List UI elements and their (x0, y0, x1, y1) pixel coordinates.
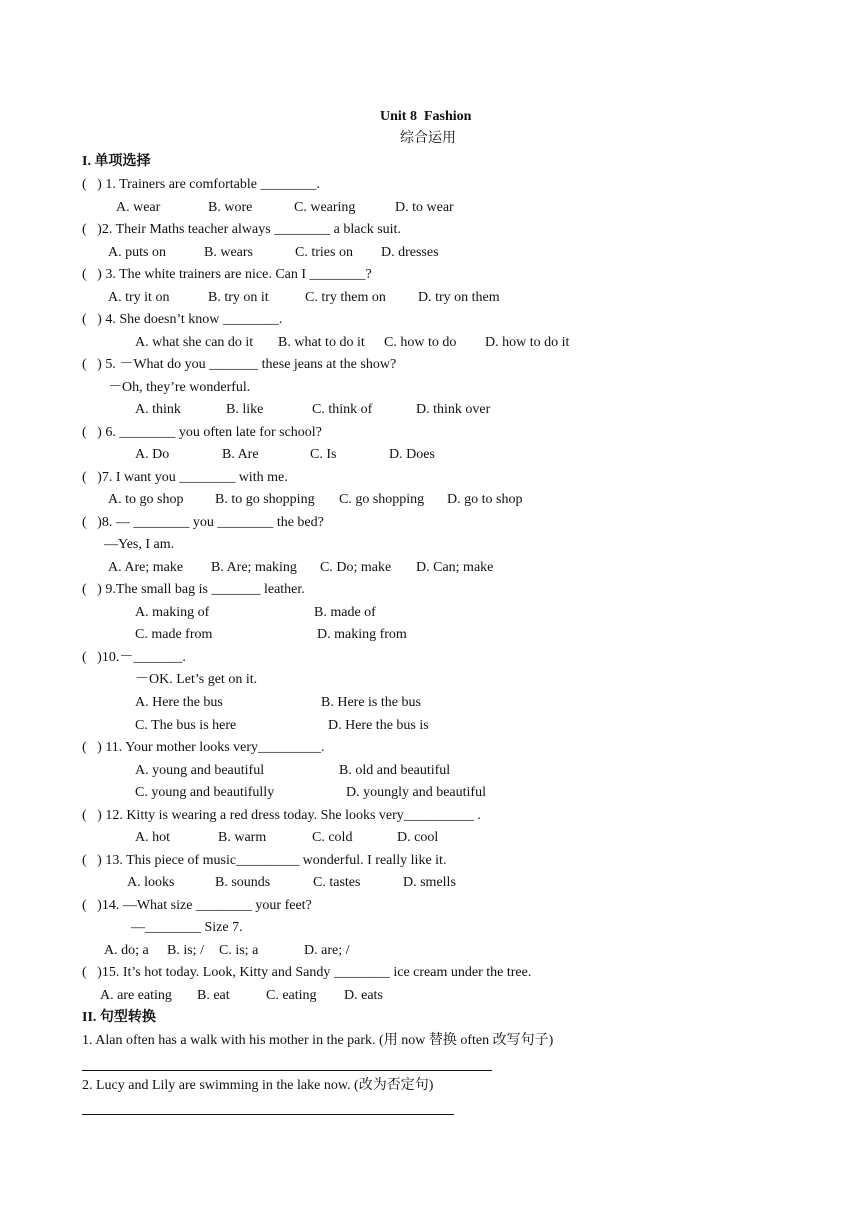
option: D. smells (403, 875, 456, 890)
section-heading-multiple-choice: I. 单项选择 (82, 154, 151, 169)
page-title: Unit 8 Fashion (380, 109, 472, 124)
option: C. cold (312, 830, 353, 845)
answer-line[interactable] (82, 1114, 454, 1115)
answer-line[interactable] (82, 1070, 492, 1071)
option: A. puts on (108, 245, 166, 260)
option: B. Here is the bus (321, 695, 421, 710)
option: B. wears (204, 245, 253, 260)
option: C. eating (266, 988, 317, 1003)
option: A. Are; make (108, 560, 184, 575)
option: B. like (226, 402, 264, 417)
page-subtitle: 综合运用 (400, 131, 456, 146)
question-stem: ( ) 13. This piece of music_________ wonderful. I really like it. (82, 853, 447, 868)
option: C. Is (310, 447, 337, 462)
question-stem: ( ) 4. She doesn’t know ________. (82, 312, 283, 327)
option: D. dresses (381, 245, 439, 260)
option: A. to go shop (108, 492, 184, 507)
question-stem: ( )14. —What size ________ your feet? (82, 898, 312, 913)
question-stem: ( ) 5. －What do you _______ these jeans at the show? (82, 357, 397, 372)
transformation-item: 1. Alan often has a walk with his mother in the park. (用 now 替换 often 改写句子) (82, 1033, 554, 1048)
question-response: —________ Size 7. (131, 920, 243, 935)
option: D. youngly and beautiful (346, 785, 486, 800)
option: C. try them on (305, 290, 386, 305)
option: D. making from (317, 627, 407, 642)
option: C. Do; make (320, 560, 392, 575)
option: A. what she can do it (135, 335, 254, 350)
option: A. wear (116, 200, 161, 215)
option: B. warm (218, 830, 267, 845)
option: C. made from (135, 627, 213, 642)
section-heading-sentence-transformation: II. 句型转换 (82, 1010, 156, 1025)
option: C. think of (312, 402, 373, 417)
option: B. Are; making (211, 560, 297, 575)
option: D. Can; make (416, 560, 494, 575)
option: A. making of (135, 605, 210, 620)
question-stem: ( )8. — ________ you ________ the bed? (82, 515, 324, 530)
option: A. try it on (108, 290, 170, 305)
option: D. Here the bus is (328, 718, 429, 733)
option: D. try on them (418, 290, 500, 305)
option: B. try on it (208, 290, 269, 305)
option: C. tries on (295, 245, 353, 260)
option: C. The bus is here (135, 718, 237, 733)
option: C. go shopping (339, 492, 425, 507)
option: B. made of (314, 605, 376, 620)
option: D. cool (397, 830, 439, 845)
option: D. to wear (395, 200, 454, 215)
option: D. go to shop (447, 492, 523, 507)
question-stem: ( ) 12. Kitty is wearing a red dress today. She looks very__________ . (82, 808, 481, 823)
question-stem: ( )15. It’s hot today. Look, Kitty and Sandy ________ ice cream under the tree. (82, 965, 532, 980)
option: B. to go shopping (215, 492, 315, 507)
option: D. Does (389, 447, 435, 462)
question-stem: ( ) 9.The small bag is _______ leather. (82, 582, 305, 597)
option: B. eat (197, 988, 230, 1003)
question-response: －Oh, they’re wonderful. (108, 380, 251, 395)
option: C. young and beautifully (135, 785, 275, 800)
question-response: －OK. Let’s get on it. (135, 672, 258, 687)
question-stem: ( )10.－_______. (82, 650, 186, 665)
option: D. eats (344, 988, 383, 1003)
option: D. think over (416, 402, 491, 417)
option: A. think (135, 402, 181, 417)
question-stem: ( ) 3. The white trainers are nice. Can I ________? (82, 267, 372, 282)
option: C. is; a (219, 943, 259, 958)
option: A. looks (127, 875, 175, 890)
question-stem: ( ) 1. Trainers are comfortable ________. (82, 177, 320, 192)
transformation-item: 2. Lucy and Lily are swimming in the lake now. (改为否定句) (82, 1078, 434, 1093)
option: A. Do (135, 447, 170, 462)
option: A. do; a (104, 943, 149, 958)
option: C. tastes (313, 875, 361, 890)
option: B. old and beautiful (339, 763, 451, 778)
question-stem: ( )7. I want you ________ with me. (82, 470, 288, 485)
question-stem: ( )2. Their Maths teacher always ________ a black suit. (82, 222, 401, 237)
question-response: —Yes, I am. (104, 537, 175, 552)
option: B. sounds (215, 875, 271, 890)
option: A. are eating (100, 988, 172, 1003)
option: A. hot (135, 830, 170, 845)
option: A. young and beautiful (135, 763, 265, 778)
option: B. Are (222, 447, 259, 462)
option: B. wore (208, 200, 253, 215)
option: A. Here the bus (135, 695, 223, 710)
question-stem: ( ) 6. ________ you often late for school? (82, 425, 322, 440)
option: D. how to do it (485, 335, 570, 350)
option: B. what to do it (278, 335, 365, 350)
option: C. how to do (384, 335, 457, 350)
option: B. is; / (167, 943, 204, 958)
option: C. wearing (294, 200, 356, 215)
option: D. are; / (304, 943, 350, 958)
question-stem: ( ) 11. Your mother looks very_________. (82, 740, 325, 755)
